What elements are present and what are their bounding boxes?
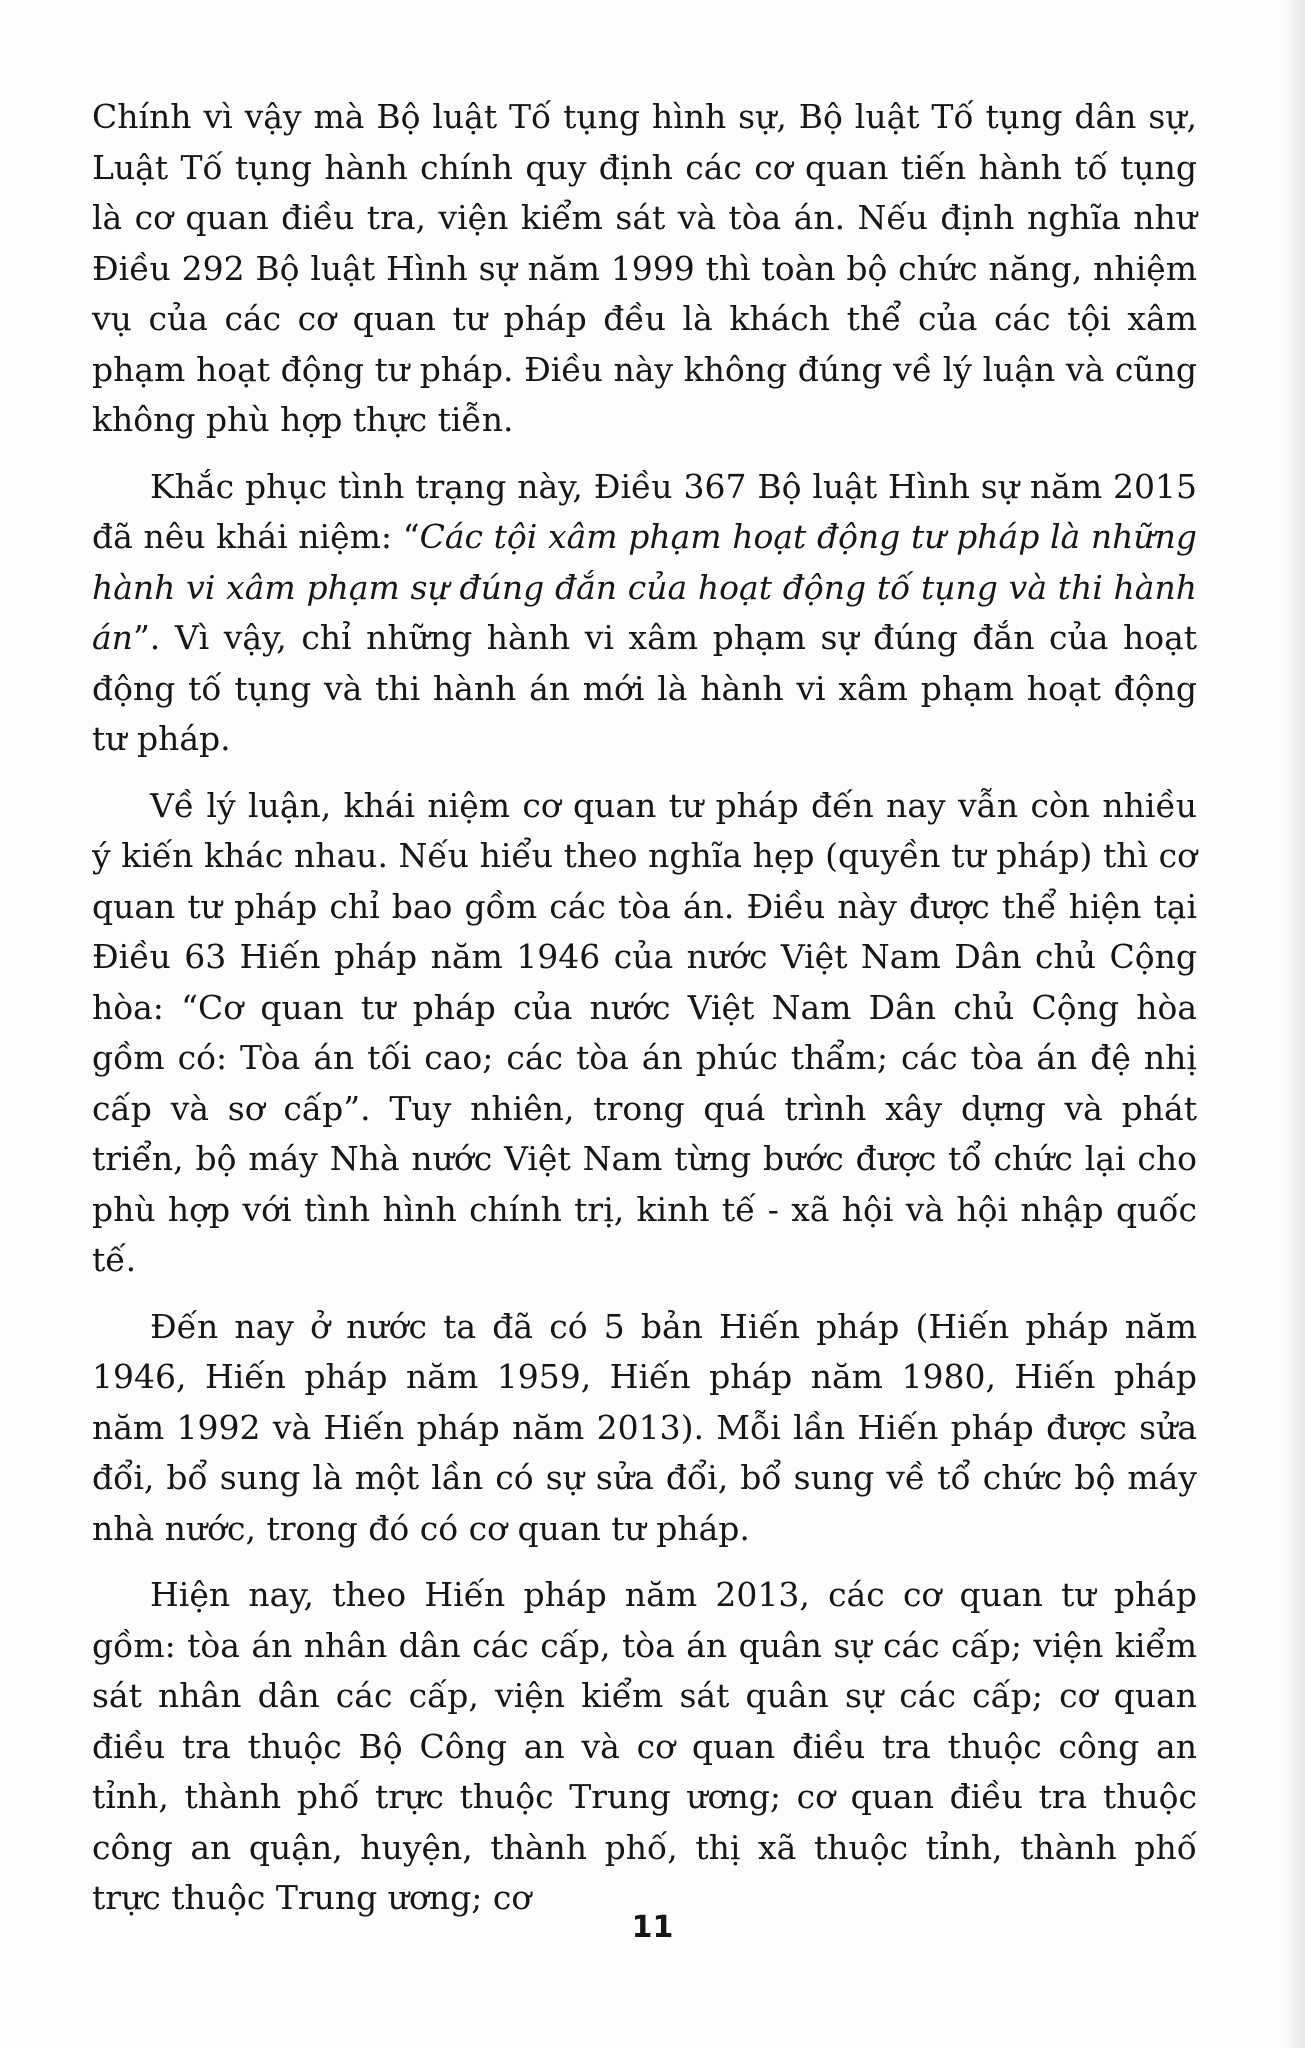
page-body [92, 92, 1197, 1940]
paragraph-5: Hiện nay, theo Hiến pháp năm 2013, các cơ quan tư pháp gồm: tòa án nhân dân các cấp, tòa án quân sự các cấp; viện kiểm sát nhân dân các cấp, viện kiểm sát quân sự các cấp; cơ quan điều tra thuộc Bộ Công an và cơ quan điều tra thuộc công an tỉnh, thành phố trực thuộc Trung ương; cơ quan điều tra thuộc công an quận, huyện, thành phố, thị xã thuộc tỉnh, thành phố trực thuộc Trung ương; cơ [92, 1575, 1197, 1917]
paragraph-2-lead: Khắc phục tình trạng này, Điều 367 Bộ luật Hình sự năm 2015 đã nêu khái niệm: “ [92, 466, 1197, 556]
page-number: 11 [631, 1910, 674, 1945]
paragraph-1: Chính vì vậy mà Bộ luật Tố tụng hình sự, Bộ luật Tố tụng dân sự, Luật Tố tụng hành chính quy định các cơ quan tiến hành tố tụng là cơ quan điều tra, viện kiểm sát và tòa án. Nếu định nghĩa như Điều 292 Bộ luật Hình sự năm 1999 thì toàn bộ chức năng, nhiệm vụ của các cơ quan tư pháp đều là khách thể của các tội xâm phạm hoạt động tư pháp. Điều này không đúng về lý luận và cũng không phù hợp thực tiễn. [92, 97, 1197, 439]
paragraph-2 [92, 462, 1197, 765]
paragraph-4: Đến nay ở nước ta đã có 5 bản Hiến pháp (Hiến pháp năm 1946, Hiến pháp năm 1959, Hiến pháp năm 1980, Hiến pháp năm 1992 và Hiến pháp năm 2013). Mỗi lần Hiến pháp được sửa đổi, bổ sung là một lần có sự sửa đổi, bổ sung về tổ chức bộ máy nhà nước, trong đó có cơ quan tư pháp. [92, 1306, 1197, 1548]
page-edge-shadow [1283, 0, 1305, 2048]
paragraph-2-quote: Các tội xâm phạm hoạt động tư pháp là những hành vi xâm phạm sự đúng đắn của hoạt động tố tụng và thi hành án [92, 517, 1198, 657]
paragraph-2-tail: ”. Vì vậy, chỉ những hành vi xâm phạm sự đúng đắn của hoạt động tố tụng và thi hành án mới là hành vi xâm phạm hoạt động tư pháp. [92, 618, 1197, 758]
paragraph-3: Về lý luận, khái niệm cơ quan tư pháp đến nay vẫn còn nhiều ý kiến khác nhau. Nếu hiểu theo nghĩa hẹp (quyền tư pháp) thì cơ quan tư pháp chỉ bao gồm các tòa án. Điều này được thể hiện tại Điều 63 Hiến pháp năm 1946 của nước Việt Nam Dân chủ Cộng hòa: “Cơ quan tư pháp của nước Việt Nam Dân chủ Cộng hòa gồm có: Tòa án tối cao; các tòa án phúc thẩm; các tòa án đệ nhị cấp và sơ cấp”. Tuy nhiên, trong quá trình xây dựng và phát triển, bộ máy Nhà nước Việt Nam từng bước được tổ chức lại cho phù hợp với tình hình chính trị, kinh tế - xã hội và hội nhập quốc tế. [92, 785, 1197, 1279]
